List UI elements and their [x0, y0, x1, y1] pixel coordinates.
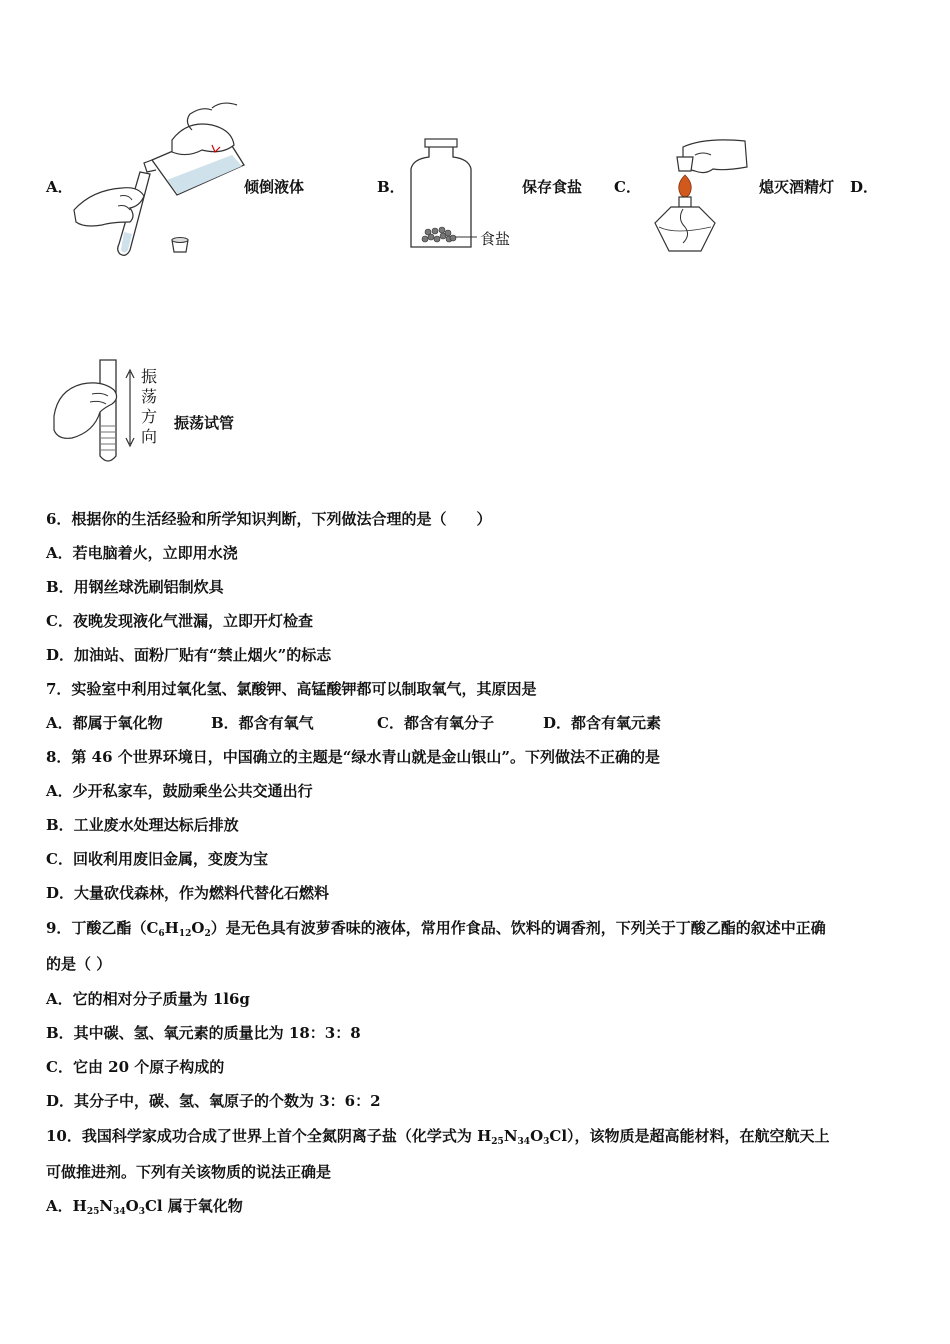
alcohol-lamp-illustration [645, 135, 750, 257]
option-b-label: B． [377, 178, 405, 196]
q9-stem-line-1: 9．丁酸乙酯$(C_6H_{12}O_2)$是无色具有波萝香味的液体，常用作食品、饮料的调香剂，下列关于丁酸乙酯的叙述中正确 [46, 919, 826, 939]
option-d-caption: 振荡试管 [174, 414, 235, 432]
q9-option-d: D．其分子中，碳、氢、氧原子的个数为 3：6：2 [46, 1092, 381, 1110]
q9-option-c: C．它由 20 个原子构成的 [46, 1058, 225, 1076]
option-c-caption: 熄灭酒精灯 [759, 178, 835, 196]
q6-option-b: B．用钢丝球洗刷铝制炊具 [46, 578, 224, 596]
option-a-label: A． [46, 178, 73, 196]
q8-option-b: B．工业废水处理达标后排放 [46, 816, 239, 834]
shake-char-3: 方 [141, 407, 158, 426]
shake-char-4: 向 [141, 427, 158, 446]
option-b-caption: 保存食盐 [522, 178, 583, 196]
option-d-label: D． [850, 178, 879, 196]
q8-stem: 8．第 46 个世界环境日，中国确立的主题是“绿水青山就是金山银山”。下列做法不正确的是 [46, 748, 661, 766]
q9-option-b: B．其中碳、氢、氧元素的质量比为 18：3：8 [46, 1024, 361, 1042]
q8-option-a: A．少开私家车，鼓励乘坐公共交通出行 [46, 782, 313, 800]
option-c-label: C． [614, 178, 641, 196]
q7-option-d: D．都含有氧元素 [543, 714, 662, 732]
q9-stem-line-2: 的是（ ） [46, 955, 112, 973]
q6-stem: 6．根据你的生活经验和所学知识判断，下列做法合理的是（ ） [46, 510, 492, 528]
pouring-liquid-illustration [72, 100, 247, 260]
q6-option-d: D．加油站、面粉厂贴有“禁止烟火”的标志 [46, 646, 332, 664]
option-a-caption: 倾倒液体 [244, 178, 305, 196]
salt-label: 食盐 [480, 230, 511, 248]
q7-option-c: C．都含有氧分子 [377, 714, 494, 732]
q6-option-a: A．若电脑着火，立即用水浇 [46, 544, 238, 562]
shake-direction-label [141, 367, 159, 447]
q8-option-d: D．大量砍伐森林，作为燃料代替化石燃料 [46, 884, 330, 902]
shake-char-2: 荡 [141, 387, 158, 406]
salt-bottle-illustration [405, 135, 480, 253]
q7-option-b: B．都含有氧气 [211, 714, 314, 732]
q10-option-a: A．$H_{25}N_{34}O_3Cl$ 属于氧化物 [46, 1197, 243, 1217]
shaking-test-tube-illustration [50, 356, 140, 468]
q8-option-c: C．回收利用废旧金属，变废为宝 [46, 850, 268, 868]
q10-stem-line-2: 可做推进剂。下列有关该物质的说法正确是 [46, 1163, 332, 1181]
q7-option-a: A．都属于氧化物 [46, 714, 163, 732]
q10-stem-line-1: 10．我国科学家成功合成了世界上首个全氮阴离子盐（化学式为 $H_{25}N_{34}O_3Cl$），该物质是超高能材料，在航空航天上 [46, 1127, 830, 1147]
shake-char-1: 振 [141, 367, 158, 386]
q9-option-a: A．它的相对分子质量为 1l6g [46, 990, 250, 1008]
q7-stem: 7．实验室中利用过氧化氢、氯酸钾、高锰酸钾都可以制取氧气，其原因是 [46, 680, 537, 698]
q6-option-c: C．夜晚发现液化气泄漏，立即开灯检查 [46, 612, 313, 630]
